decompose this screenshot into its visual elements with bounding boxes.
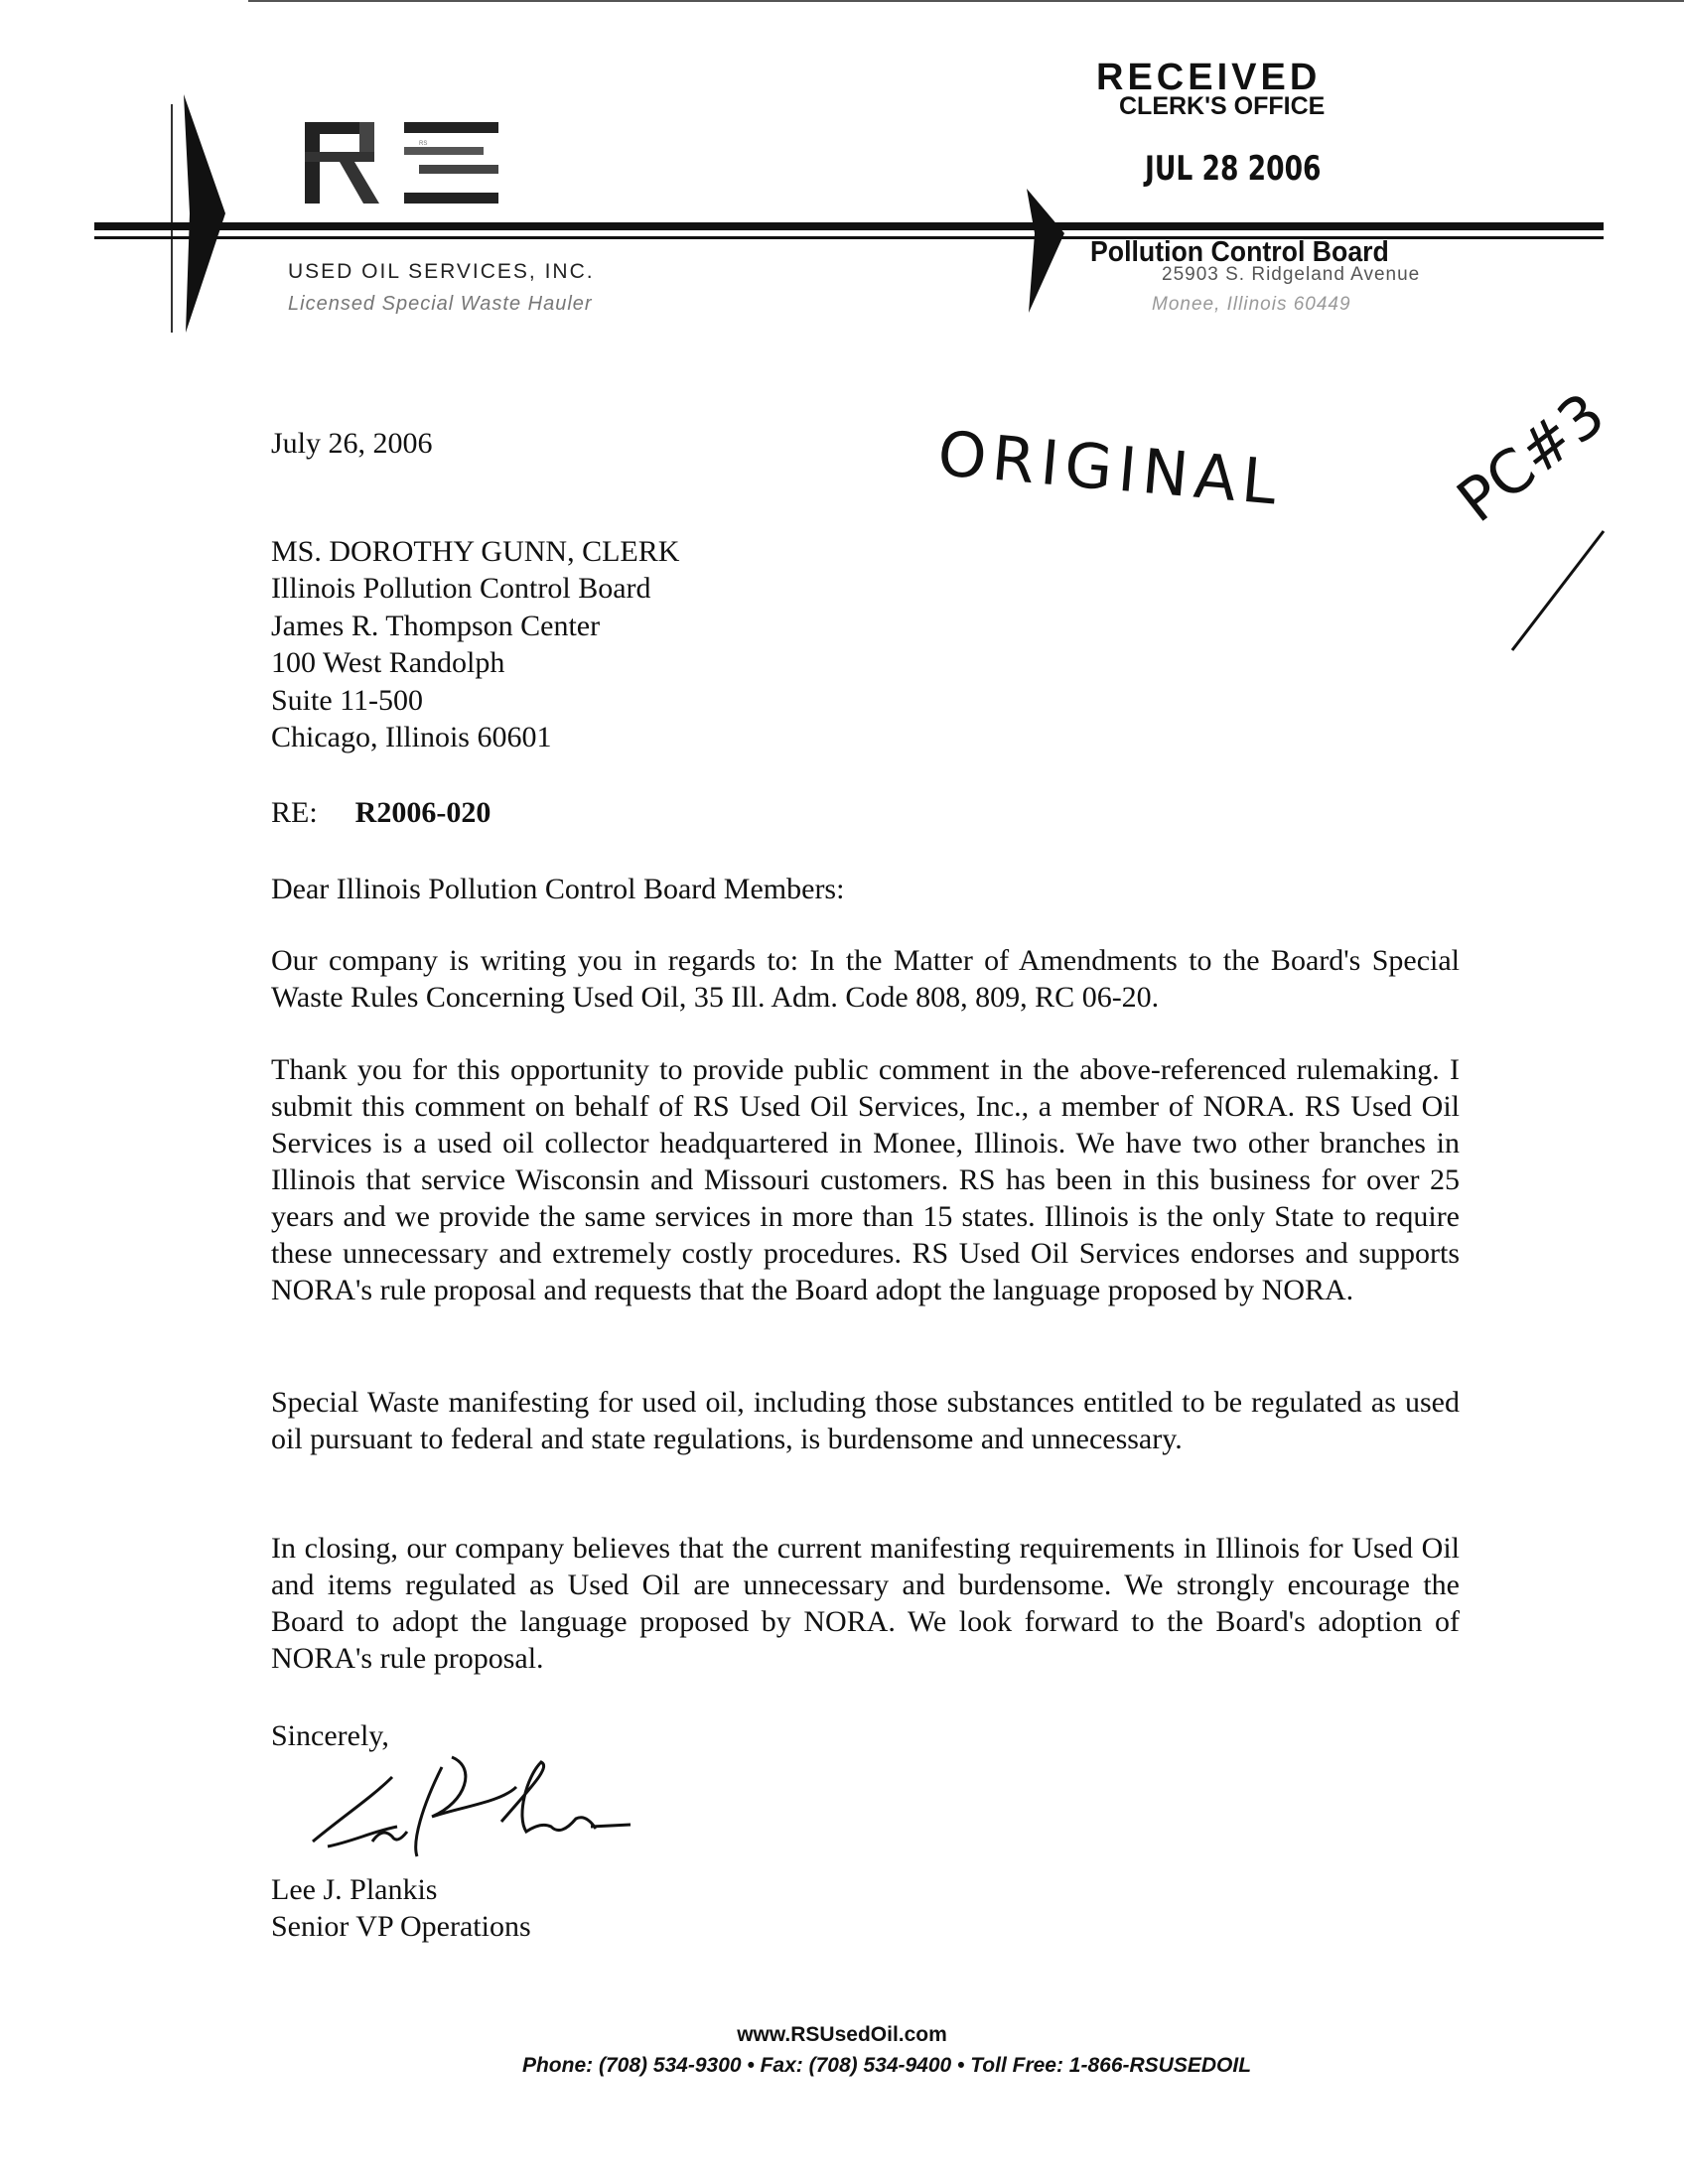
footer-contact-numbers: Phone: (708) 534-9300 • Fax: (708) 534-9400 • Toll Free: 1-866-RSUSEDOIL bbox=[521, 2054, 1252, 2077]
board-address-line2: Monee, Illinois 60449 bbox=[1152, 294, 1351, 315]
closing: Sincerely, bbox=[271, 1719, 389, 1752]
arrow-emblem-left-icon bbox=[164, 94, 238, 342]
body-paragraph: In closing, our company believes that the current manifesting requirements in Illinois for Used Oil and items regulated as Used Oil are unnecessary and burdensome. We strongly encourage the Board to adopt the language proposed by NORA. We look forward to the Board's adoption of NORA's rule proposal. bbox=[271, 1532, 1460, 1675]
footer-website: www.RSUsedOil.com bbox=[737, 2023, 947, 2046]
received-stamp-title: RECEIVED bbox=[1096, 57, 1322, 98]
body-paragraph: Our company is writing you in regards to: In the Matter of Amendments to the Board's Special Waste Rules Concerning Used Oil, 35 Ill. Adm. Code 808, 809, RC 06-20. bbox=[271, 944, 1460, 1014]
body-paragraph: Special Waste manifesting for used oil, including those substances entitled to be regulated as used oil pursuant to federal and state regulations, is burdensome and unnecessary. bbox=[271, 1386, 1460, 1455]
arrow-emblem-right-icon bbox=[1015, 189, 1084, 328]
recipient-line: James R. Thompson Center bbox=[271, 609, 601, 642]
recipient-address-block bbox=[271, 533, 679, 755]
public-comment-number-mark: PC#3 bbox=[1445, 379, 1618, 537]
recipient-line: Suite 11-500 bbox=[271, 683, 424, 717]
logo-text: RS bbox=[419, 141, 428, 147]
signer-title: Senior VP Operations bbox=[271, 1910, 531, 1943]
top-edge-line bbox=[248, 0, 1684, 2]
pc-mark-slash bbox=[1504, 526, 1614, 655]
received-stamp-office: CLERK'S OFFICE bbox=[1119, 92, 1326, 120]
company-tagline: Licensed Special Waste Hauler bbox=[288, 293, 593, 315]
re-docket-number: R2006-020 bbox=[354, 796, 491, 829]
recipient-line: MS. DOROTHY GUNN, CLERK bbox=[271, 535, 680, 568]
re-line bbox=[271, 794, 491, 831]
company-name: USED OIL SERVICES, INC. bbox=[288, 260, 595, 283]
original-handwritten-stamp: ORIGINAL bbox=[934, 417, 1286, 520]
recipient-line: 100 West Randolph bbox=[271, 646, 505, 680]
body-paragraph: Thank you for this opportunity to provide public comment in the above-referenced rulemaking. I submit this comment on behalf of RS Used Oil Services, Inc., a member of NORA. RS Used Oil Services is a used oil collector headquartered in Monee, Illinois. We have two other branches in Illinois that service Wisconsin and Missouri customers. RS has been in this business for over 25 years and we provide the same services in more than 15 states. Illinois is the only State to require these unnecessary and extremely costly procedures. RS Used Oil Services endorses and supports NORA's rule proposal and requests that the Board adopt the language proposed by NORA. bbox=[271, 1053, 1460, 1306]
signer-name: Lee J. Plankis bbox=[271, 1873, 438, 1906]
recipient-line: Illinois Pollution Control Board bbox=[271, 572, 651, 606]
letter-date: July 26, 2006 bbox=[271, 427, 433, 460]
re-label: RE: bbox=[271, 796, 318, 829]
salutation: Dear Illinois Pollution Control Board Members: bbox=[271, 873, 845, 905]
received-stamp-date: JUL 28 2006 bbox=[1145, 149, 1322, 189]
received-stamp-board: Pollution Control Board bbox=[1090, 236, 1389, 268]
board-address-line1: 25903 S. Ridgeland Avenue bbox=[1162, 264, 1421, 285]
recipient-line: Chicago, Illinois 60601 bbox=[271, 720, 552, 753]
handwritten-signature bbox=[303, 1747, 640, 1866]
rs-logo bbox=[300, 117, 508, 208]
letterhead-rule-thick bbox=[94, 222, 1604, 230]
